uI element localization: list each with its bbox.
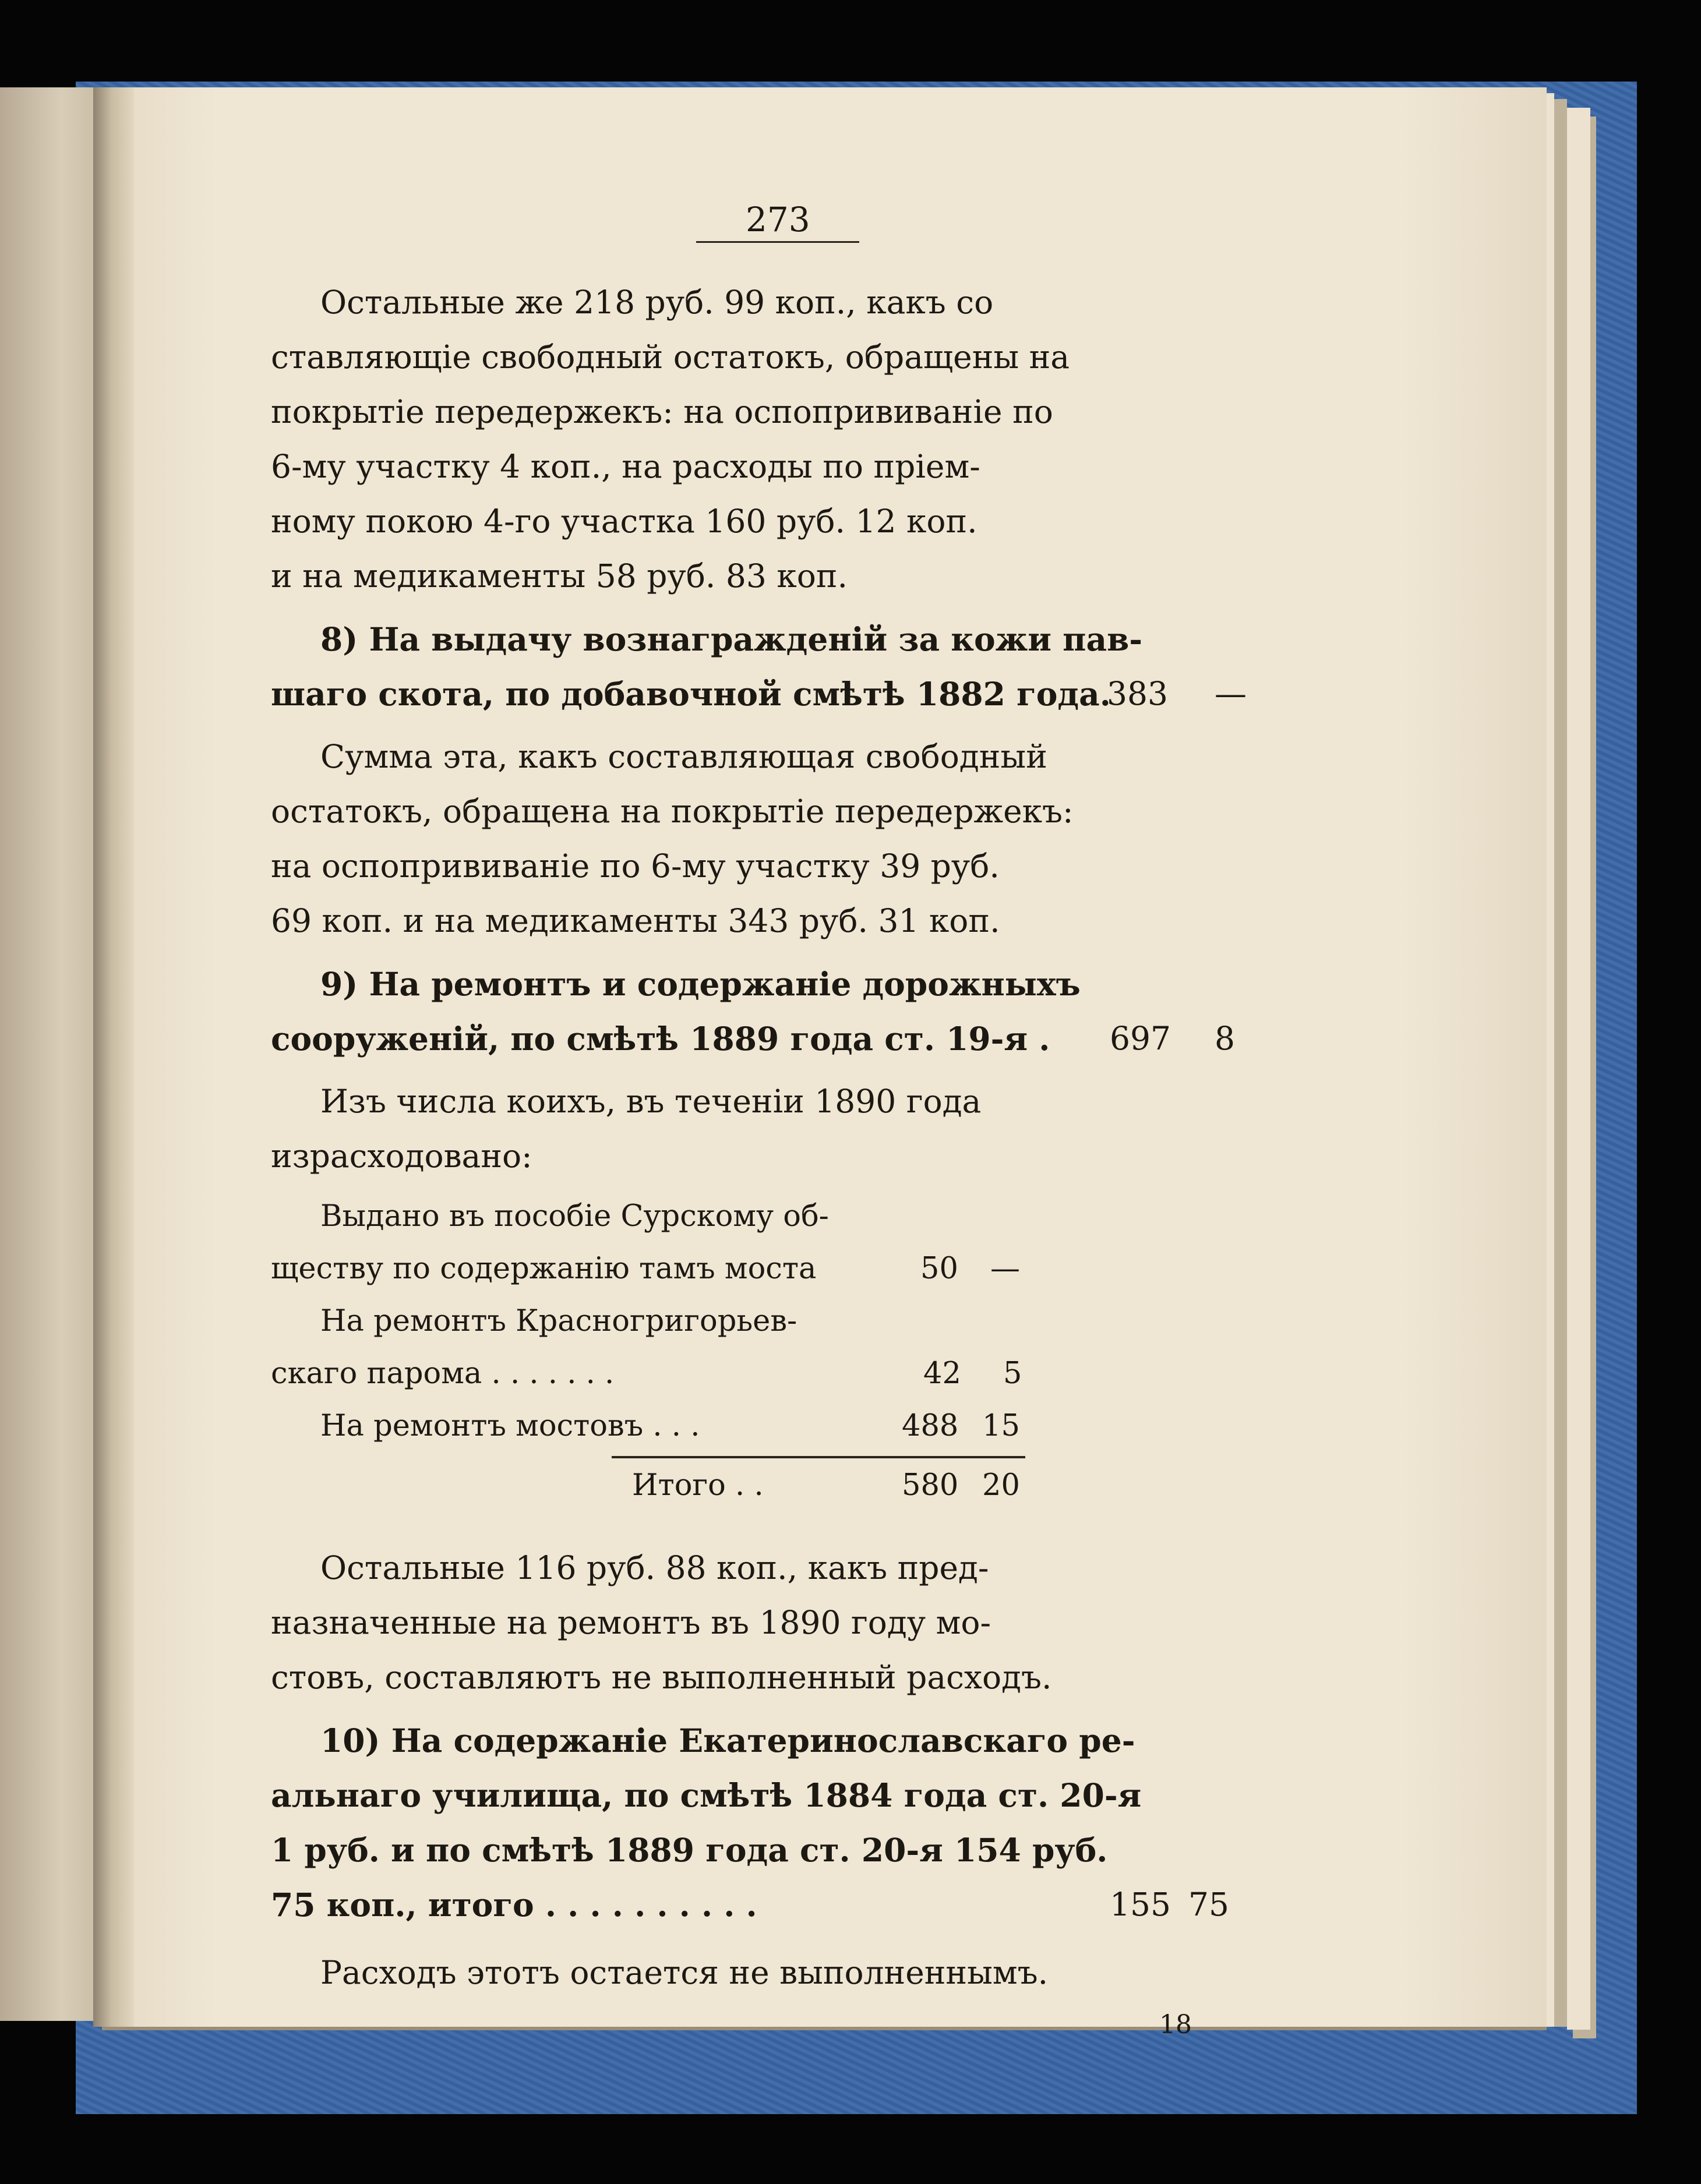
signature-mark: 18 — [1159, 2010, 1192, 2040]
text-line: и на медикаменты 58 руб. 83 коп. — [271, 557, 848, 595]
text-line: альнаго училища, по смѣтѣ 1884 года ст. 20-я — [271, 1776, 1142, 1814]
text-line: 6-му участку 4 коп., на расходы по пріем- — [271, 448, 980, 485]
text-line: 75 коп., итого . . . . . . . . . . — [271, 1886, 757, 1924]
expense-label: ществу по содержанію тамъ моста — [271, 1252, 817, 1286]
expense-label: На ремонтъ мостовъ . . . — [320, 1409, 700, 1443]
text-line: остатокъ, обращена на покрытіе передержекъ: — [271, 793, 1074, 830]
header-rule — [696, 241, 859, 243]
text-line: ному покою 4-го участка 160 руб. 12 коп. — [271, 503, 977, 540]
text-line: на оспопрививаніе по 6-му участку 39 руб. — [271, 847, 1000, 885]
text-line: покрытіе передержекъ: на оспопрививаніе по — [271, 393, 1053, 430]
amount-rub: 383 — [1107, 675, 1168, 712]
text-line: сооруженій, по смѣтѣ 1889 года ст. 19-я . — [271, 1020, 1050, 1058]
expense-rub: 42 — [923, 1356, 961, 1391]
expense-rub: 50 — [920, 1252, 958, 1286]
text-line: 1 руб. и по смѣтѣ 1889 года ст. 20-я 154 руб. — [271, 1831, 1108, 1869]
amount-rub: 697 — [1110, 1020, 1171, 1057]
text-line: 9) На ремонтъ и содержаніе дорожныхъ — [320, 965, 1081, 1003]
expense-kop: 15 — [982, 1409, 1020, 1443]
expense-kop: — — [990, 1252, 1020, 1286]
expense-rub: 488 — [902, 1409, 959, 1443]
text-line: Остальные 116 руб. 88 коп., какъ пред- — [320, 1549, 989, 1586]
text-line: назначенные на ремонтъ въ 1890 году мо- — [271, 1604, 991, 1641]
text-line: ставляющіе свободный остатокъ, обращены на — [271, 338, 1070, 376]
total-rub: 580 — [902, 1468, 959, 1503]
text-line: Изъ числа коихъ, въ теченіи 1890 года — [320, 1083, 982, 1120]
expense-label: скаго парома . . . . . . . — [271, 1356, 615, 1391]
total-label: Итого . . — [632, 1468, 764, 1503]
expense-label: Выдано въ пособіе Сурскому об- — [320, 1199, 829, 1234]
amount-kop: 8 — [1215, 1020, 1235, 1057]
text-line: Сумма эта, какъ составляющая свободный — [320, 738, 1047, 775]
page-edge-2 — [1567, 108, 1590, 2030]
expense-label: На ремонтъ Красногригорьев- — [320, 1304, 797, 1338]
expense-kop: 5 — [1003, 1356, 1022, 1391]
text-line: 10) На содержаніе Екатеринославскаго ре- — [320, 1722, 1135, 1759]
text-line: 69 коп. и на медикаменты 343 руб. 31 коп. — [271, 902, 1000, 939]
book-gutter — [93, 87, 134, 2027]
text-line: 8) На выдачу вознагражденій за кожи пав- — [320, 620, 1143, 658]
text-line: Остальные же 218 руб. 99 коп., какъ со — [320, 284, 994, 321]
text-line: Расходъ этотъ остается не выполненнымъ. — [320, 1954, 1049, 1991]
facing-page — [0, 87, 102, 2021]
text-line: израсходовано: — [271, 1137, 532, 1175]
amount-kop: 75 — [1188, 1886, 1229, 1923]
amount-kop: — — [1215, 675, 1247, 712]
total-rule — [612, 1456, 1025, 1458]
amount-rub: 155 — [1110, 1886, 1171, 1923]
total-kop: 20 — [982, 1468, 1020, 1503]
text-line: стовъ, составляютъ не выполненный расходъ. — [271, 1659, 1052, 1696]
text-line: шаго скота, по добавочной смѣтѣ 1882 года. — [271, 675, 1111, 713]
page-number: 273 — [746, 200, 810, 239]
